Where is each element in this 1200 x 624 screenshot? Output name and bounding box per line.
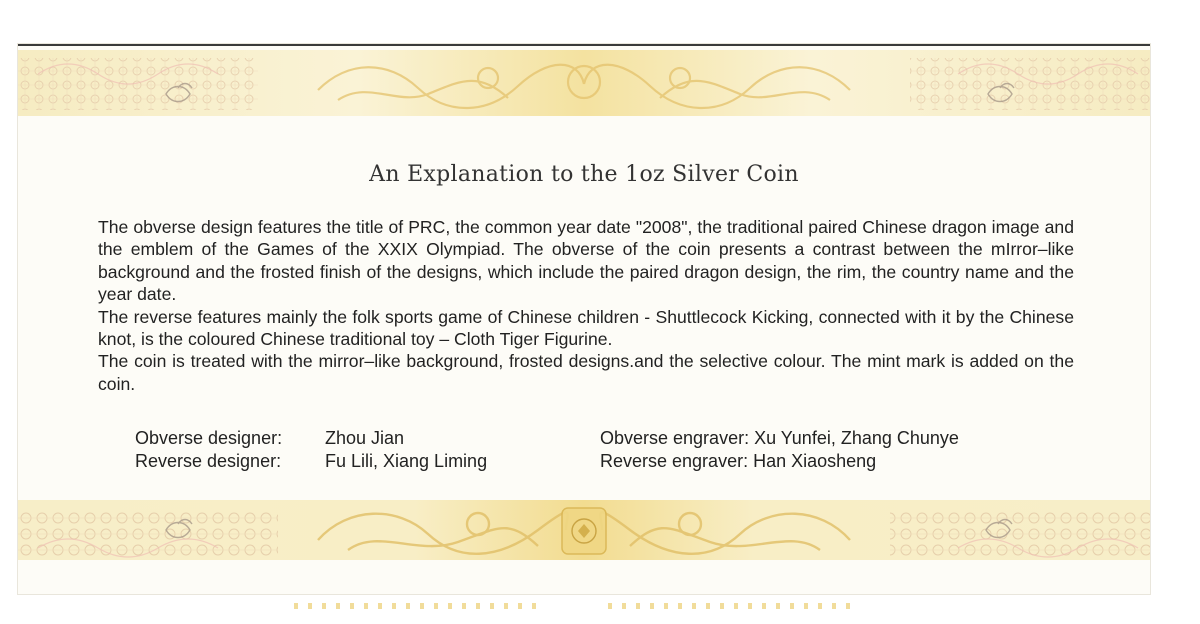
central-emblem-icon bbox=[562, 508, 606, 554]
reverse-designer-row bbox=[135, 450, 487, 473]
obverse-designer-name: Zhou Jian bbox=[325, 428, 405, 448]
paragraph-obverse: The obverse design features the title of PRC, the common year date "2008", the traditional paired Chinese dragon image and the emblem of the Games of the XXIX Olympiad. The obverse of the coin presents a contrast between the mIrror–like background and the frosted finish of the designs, which include the paired dragon design, the rim, the country name and the year date. bbox=[98, 217, 1074, 305]
obverse-designer-row bbox=[135, 427, 487, 450]
paragraph-reverse: The reverse features mainly the folk sports game of Chinese children - Shuttlecock Kicking, connected with it by the Chinese knot, is the coloured Chinese traditional toy – Cloth Tiger Figurine. bbox=[98, 306, 1074, 350]
designers-column bbox=[135, 427, 487, 473]
reverse-engraver-label: Reverse engraver: bbox=[600, 451, 749, 471]
top-ornament-pattern bbox=[18, 50, 1150, 116]
reverse-engraver-row bbox=[600, 450, 959, 473]
dot-row-pattern bbox=[18, 601, 1150, 611]
paragraph-treatment: The coin is treated with the mirror–like background, frosted designs.and the selective colour. The mint mark is added on the coin. bbox=[98, 351, 1074, 394]
page-title: An Explanation to the 1oz Silver Coin bbox=[369, 162, 799, 187]
reverse-engraver-name: Han Xiaosheng bbox=[753, 451, 877, 471]
engravers-column bbox=[600, 427, 959, 473]
decorative-dot-row bbox=[18, 598, 1150, 608]
top-ornament-band bbox=[18, 50, 1150, 116]
obverse-engraver-label: Obverse engraver: bbox=[600, 428, 750, 448]
bottom-ornament-band bbox=[18, 494, 1150, 564]
bottom-ornament-pattern bbox=[18, 494, 1150, 564]
reverse-designer-label: Reverse designer: bbox=[135, 451, 282, 471]
reverse-designer-name: Fu Lili, Xiang Liming bbox=[325, 451, 488, 471]
obverse-engraver-row bbox=[600, 427, 959, 450]
certificate-card bbox=[18, 44, 1150, 594]
explanation-text bbox=[98, 216, 1074, 395]
obverse-designer-label: Obverse designer: bbox=[135, 428, 283, 448]
obverse-engraver-name: Xu Yunfei, Zhang Chunye bbox=[754, 428, 959, 448]
